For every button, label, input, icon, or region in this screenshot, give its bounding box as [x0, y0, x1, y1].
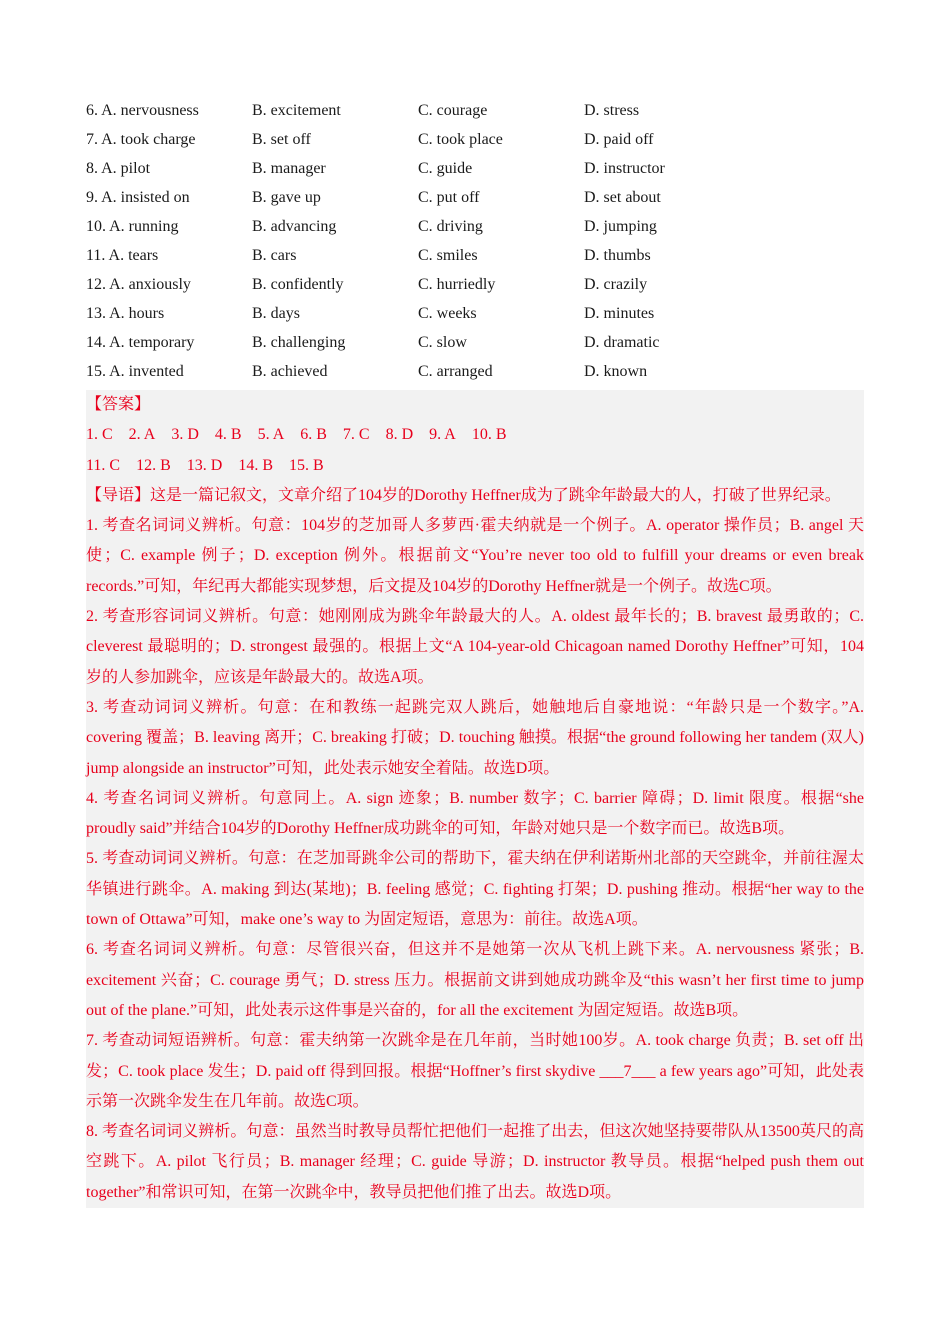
option-cell: C. courage — [418, 101, 488, 119]
answer-item: 1. C — [86, 426, 113, 444]
option-cell: B. advancing — [252, 217, 337, 235]
answer-item: 12. B — [136, 456, 171, 474]
answer-item: 7. C — [342, 426, 370, 444]
option-cell: B. challenging — [252, 333, 346, 351]
option-row — [86, 96, 866, 125]
option-row — [86, 270, 866, 299]
option-cell: B. set off — [252, 130, 311, 148]
explanation-paragraph: 7. 考查动词短语辨析。句意：霍夫纳第一次跳伞是在几年前，当时她100岁。A. took charge 负责；B. set off 出发；C. took place 发生；D. paid off 得到回报。根据“Hoffner’s first skydive ___7___ a few years ago”可知，此处表示第一次跳伞发生在几年前。故选C项。 — [86, 1032, 864, 1110]
option-cell: D. jumping — [584, 217, 657, 235]
option-cell: C. took place — [418, 130, 503, 148]
explanation-list — [86, 511, 864, 1208]
option-row — [86, 357, 866, 386]
explanation-paragraph: 1. 考查名词词义辨析。句意：104岁的芝加哥人多萝西·霍夫纳就是一个例子。A. operator 操作员；B. angel 天使；C. example 例子；D. exception 例外。根据前文“You’re never too old to fulfill your dreams or even break records.”可知，年纪再大都能实现梦想，后文提及104岁的Dorothy Heffner就是一个例子。故选C项。 — [86, 517, 864, 595]
answer-item: 11. C — [86, 456, 121, 474]
option-cell: C. guide — [418, 159, 473, 177]
option-cell: B. achieved — [252, 362, 328, 380]
option-cell: B. manager — [252, 159, 326, 177]
answer-section — [86, 390, 864, 1208]
option-cell: 7. A. took charge — [86, 130, 196, 148]
option-row — [86, 299, 866, 328]
option-cell: B. days — [252, 304, 300, 322]
answer-item: 13. D — [186, 456, 223, 474]
option-cell: D. thumbs — [584, 246, 651, 264]
option-cell: 8. A. pilot — [86, 159, 151, 177]
option-cell: D. set about — [584, 188, 661, 206]
option-cell: C. arranged — [418, 362, 493, 380]
answer-item: 5. A — [257, 426, 285, 444]
option-cell: D. known — [584, 362, 648, 380]
option-row — [86, 154, 866, 183]
option-cell: C. smiles — [418, 246, 478, 264]
option-cell: 12. A. anxiously — [86, 275, 191, 293]
option-cell: B. confidently — [252, 275, 344, 293]
option-row — [86, 183, 866, 212]
option-cell: 15. A. invented — [86, 362, 184, 380]
answer-item: 6. B — [300, 426, 327, 444]
option-cell: C. driving — [418, 217, 483, 235]
explanation-paragraph: 3. 考查动词词义辨析。句意：在和教练一起跳完双人跳后，她触地后自豪地说：“年龄只是一个数字。”A. covering 覆盖；B. leaving 离开；C. breaking 打破；D. touching 触摸。根据“the ground following her tandem (双人) jump alongside an instructor”可知，此处表示她安全着陆。故选D项。 — [86, 698, 864, 777]
option-row — [86, 328, 866, 357]
option-cell: B. cars — [252, 246, 297, 264]
answer-item: 10. B — [471, 426, 507, 444]
option-cell: 6. A. nervousness — [86, 101, 199, 119]
option-row — [86, 241, 866, 270]
explanation-paragraph: 5. 考查动词词义辨析。句意：在芝加哥跳伞公司的帮助下，霍夫纳在伊利诺斯州北部的天空跳伞，并前往渥太华镇进行跳伞。A. making 到达(某地)；B. feeling 感觉；C. fighting 打架；D. pushing 推动。根据“her way to the town of Ottawa”可知，make one’s way to 为固定短语，意思为：前往。故选A项。 — [86, 850, 864, 929]
guide-text: 【导语】这是一篇记叙文，文章介绍了104岁的Dorothy Heffner成为了跳伞年龄最大的人，打破了世界纪录。 — [86, 486, 841, 504]
option-row — [86, 125, 866, 154]
option-cell: C. put off — [418, 188, 480, 206]
document-page — [86, 96, 866, 1208]
option-cell: C. weeks — [418, 304, 477, 322]
option-row — [86, 212, 866, 241]
option-cell: 11. A. tears — [86, 246, 159, 264]
option-cell: D. instructor — [584, 159, 665, 177]
answer-row-2 — [86, 451, 864, 481]
answer-item: 9. A — [429, 426, 456, 444]
answer-heading: 【答案】 — [86, 396, 151, 413]
explanation-paragraph: 6. 考查名词词义辨析。句意：尽管很兴奋，但这并不是她第一次从飞机上跳下来。A. nervousness 紧张；B. excitement 兴奋；C. courage 勇气；D. stress 压力。根据前文讲到她成功跳伞及“this wasn’t her first time to jump out of the plane.”可知，此处表示这件事是兴奋的，for all the excitement 为固定短语。故选B项。 — [86, 941, 864, 1019]
option-cell: C. hurriedly — [418, 275, 496, 293]
option-list — [86, 96, 866, 386]
answer-item: 4. B — [214, 426, 242, 444]
answer-item: 2. A — [128, 426, 156, 444]
explanation-paragraph: 2. 考查形容词词义辨析。句意：她刚刚成为跳伞年龄最大的人。A. oldest 最年长的；B. bravest 最勇敢的；C. cleverest 最聪明的；D. strongest 最强的。根据上文“A 104-year-old Chicagoan named Dorothy Heffner”可知，104岁的人参加跳伞，应该是年龄最大的。故选A项。 — [86, 608, 864, 686]
option-cell: D. minutes — [584, 304, 655, 322]
answer-item: 15. B — [288, 456, 324, 474]
option-cell: 14. A. temporary — [86, 333, 195, 351]
explanation-paragraph: 8. 考查名词词义辨析。句意：虽然当时教导员帮忙把他们一起推了出去，但这次她坚持要带队从13500英尺的高空跳下。A. pilot 飞行员；B. manager 经理；C. guide 导游；D. instructor 教导员。根据“helped push them out together”和常识可知，在第一次跳伞中，教导员把他们推了出去。故选D项。 — [86, 1123, 864, 1201]
option-cell: 13. A. hours — [86, 304, 165, 322]
option-cell: D. stress — [584, 101, 640, 119]
answer-item: 3. D — [171, 426, 199, 444]
option-cell: D. dramatic — [584, 333, 660, 351]
option-cell: D. paid off — [584, 130, 654, 148]
option-cell: D. crazily — [584, 275, 648, 293]
option-cell: B. gave up — [252, 188, 321, 206]
answer-row-1 — [86, 420, 864, 450]
answer-item: 14. B — [238, 456, 273, 474]
option-cell: B. excitement — [252, 101, 341, 119]
option-cell: 9. A. insisted on — [86, 188, 190, 206]
answer-item: 8. D — [385, 426, 414, 444]
option-cell: C. slow — [418, 333, 467, 351]
explanation-paragraph: 4. 考查名词词义辨析。句意同上。A. sign 迹象；B. number 数字；C. barrier 障碍；D. limit 限度。根据“she proudly said”并结合104岁的Dorothy Heffner成功跳伞的可知，年龄对她只是一个数字而已。故选B项。 — [86, 789, 864, 838]
option-cell: 10. A. running — [86, 217, 179, 235]
